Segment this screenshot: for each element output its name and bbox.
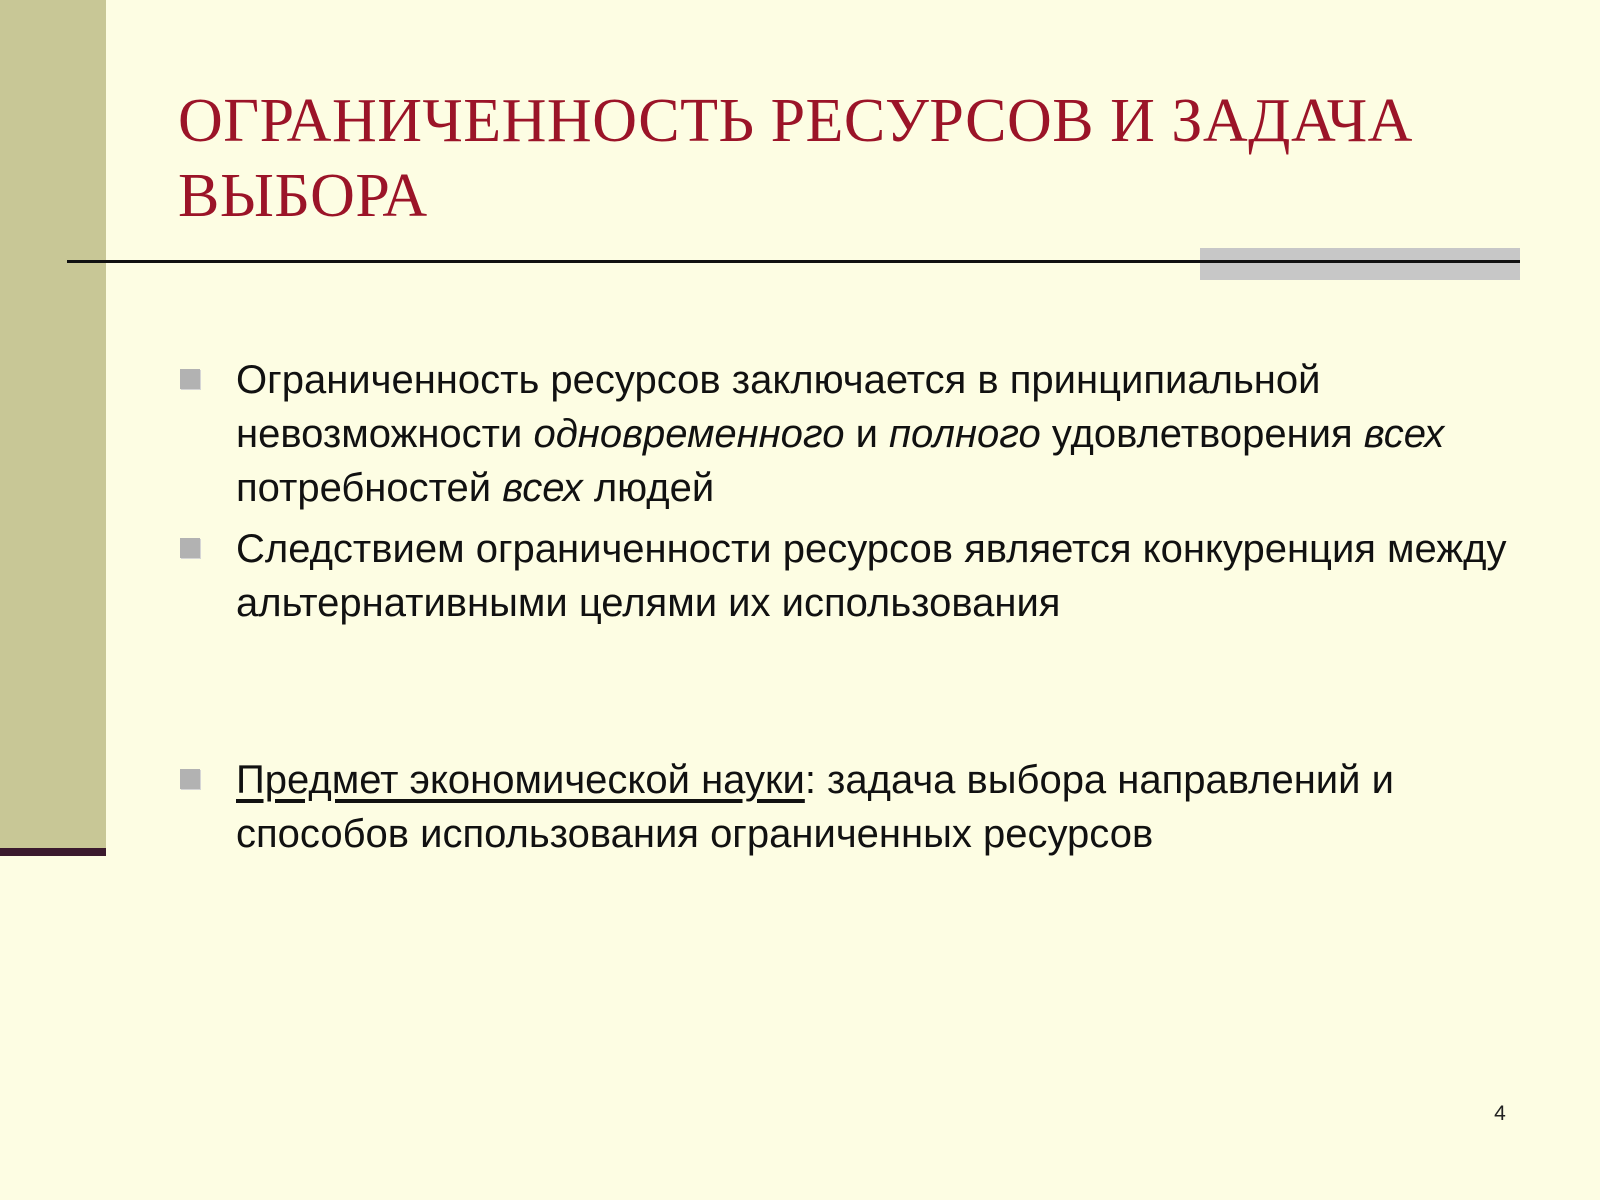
square-bullet-icon bbox=[180, 369, 200, 389]
bullet-1-seg-3: и bbox=[844, 412, 890, 456]
bullet-1-seg-1: Ограниченность ресурсов заключается в принципиальной невозможности bbox=[236, 358, 1321, 456]
bullet-1-seg-8: всех bbox=[502, 466, 583, 510]
bullet-1-seg-7: потребностей bbox=[236, 466, 503, 510]
square-bullet-icon bbox=[180, 769, 200, 789]
bullet-item-2 bbox=[236, 522, 1526, 630]
slide-title-line-1: ОГРАНИЧЕННОСТЬ РЕСУРСОВ И ЗАДАЧА bbox=[178, 87, 1413, 155]
bullet-1-seg-6: всех bbox=[1363, 412, 1445, 456]
bullet-1-seg-5: удовлетворения bbox=[1040, 412, 1364, 456]
bullet-1-seg-2: одновременного bbox=[533, 412, 845, 456]
bullet-1-seg-9: людей bbox=[582, 466, 715, 510]
bullet-1-text bbox=[236, 358, 1444, 510]
bullet-item-1 bbox=[236, 353, 1526, 515]
bullet-2-text: Следствием ограниченности ресурсов является конкуренция между альтернативными целями их использования bbox=[236, 527, 1507, 625]
bullet-3-text bbox=[236, 758, 1394, 856]
page-number: 4 bbox=[1494, 1102, 1506, 1125]
bullet-1-seg-4: полного bbox=[889, 412, 1041, 456]
bullet-item-3 bbox=[236, 753, 1526, 861]
square-bullet-icon bbox=[180, 538, 200, 558]
bullet-3-seg-2: : задача выбора направлений и способов использования ограниченных ресурсов bbox=[236, 758, 1394, 856]
bullet-3-underlined-term: Предмет экономической науки bbox=[236, 758, 805, 802]
slide-title-line-2: ВЫБОРА bbox=[178, 162, 428, 230]
